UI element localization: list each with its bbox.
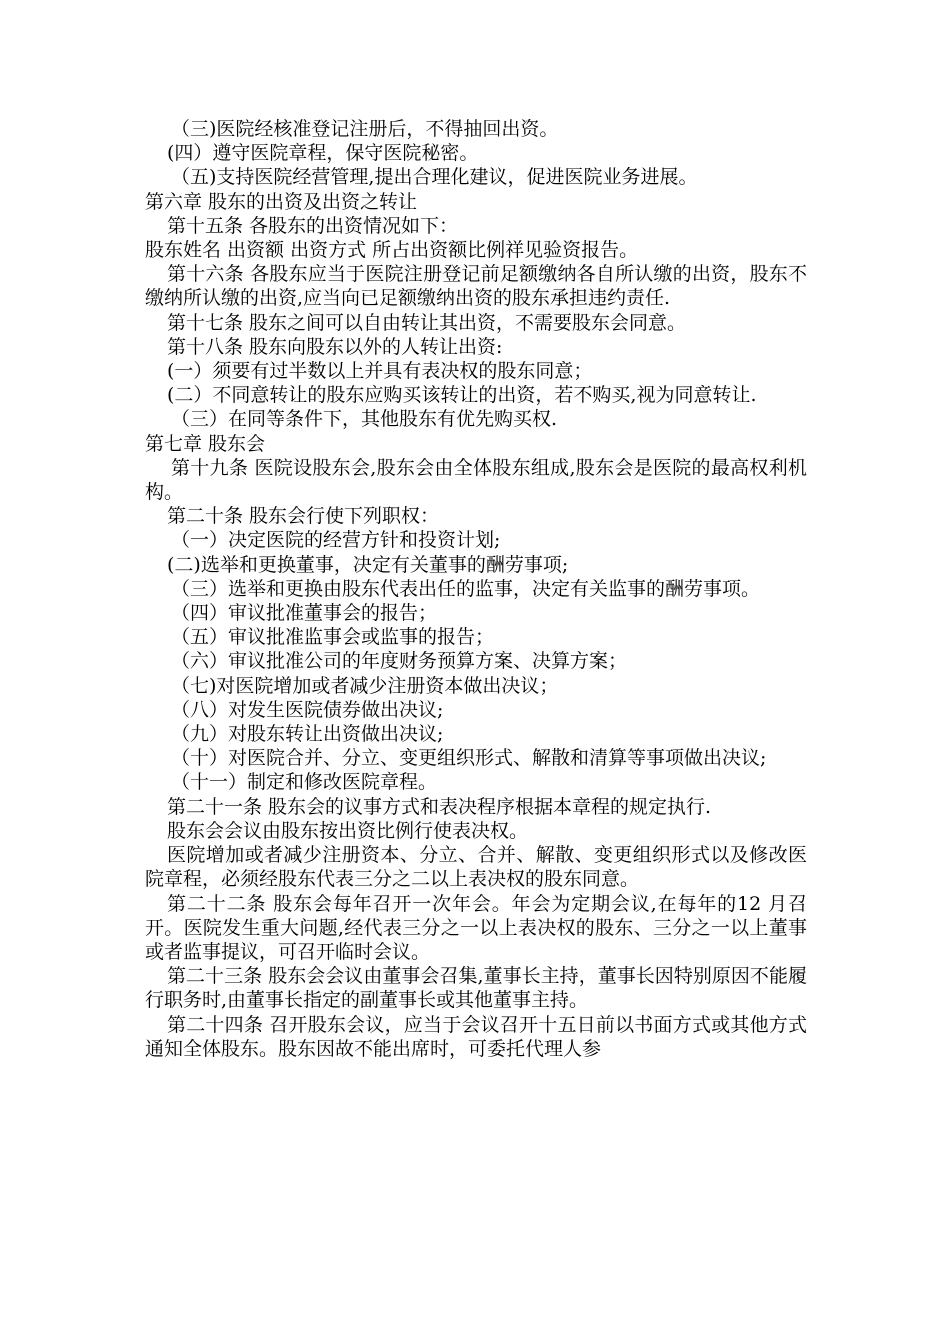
article-20: 第二十条 股东会行使下列职权： [167,505,440,528]
article-20-item-11: （十一）制定和修改医院章程。 [171,771,438,794]
paragraph-contribution-4: (四）遵守医院章程，保守医院秘密。 [167,142,479,165]
article-20-item-9: （九）对股东转让出资做出决议; [171,723,444,746]
article-21-supermajority: 医院增加或者减少注册资本、分立、合并、解散、变更组织形式以及修改医院章程，必须经股东代表三分之二以上表决权的股东同意。 [145,844,807,891]
article-20-item-2: (二)选举和更换董事，决定有关董事的酬劳事项; [167,553,569,576]
chapter-6-heading: 第六章 股东的出资及出资之转让 [145,190,418,213]
article-16: 第十六条 各股东应当于医院注册登记前足额缴纳各自所认缴的出资，股东不缴纳所认缴的出资,应当向已足额缴纳出资的股东承担违约责任. [145,263,807,310]
chapter-7-heading: 第七章 股东会 [145,432,266,455]
article-20-item-6: （六）审议批准公司的年度财务预算方案、决算方案； [171,650,628,673]
article-20-item-5: （五）审议批准监事会或监事的报告； [171,626,495,649]
article-20-item-1: （一）决定医院的经营方针和投资计划; [171,529,501,552]
document-body [145,117,807,1061]
article-24: 第二十四条 召开股东会议，应当于会议召开十五日前以书面方式或其他方式通知全体股东。股东因故不能出席时，可委托代理人参 [145,1013,807,1060]
article-19: 第十九条 医院设股东会,股东会由全体股东组成,股东会是医院的最高权利机构。 [145,456,807,504]
article-22: 第二十二条 股东会每年召开一次年会。年会为定期会议,在每年的12 月召开。医院发生重大问题,经代表三分之一以上表决权的股东、三分之一以上董事或者监事提议，可召开临时会议。 [145,892,807,963]
article-20-item-4: （四）审议批准董事会的报告； [171,602,438,625]
article-20-item-8: （八）对发生医院债券做出决议; [171,698,444,721]
paragraph-contribution-3: （三)医院经核准登记注册后，不得抽回出资。 [171,118,559,140]
article-21: 第二十一条 股东会的议事方式和表决程序根据本章程的规定执行. [167,795,712,818]
article-20-item-10: （十）对医院合并、分立、变更组织形式、解散和清算等事项做出决议; [171,747,767,770]
article-18: 第十八条 股东向股东以外的人转让出资: [167,335,503,358]
article-23: 第二十三条 股东会会议由董事会召集,董事长主持，董事长因特别原因不能履行职务时,由董事长指定的副董事长或其他董事主持。 [145,965,807,1012]
shareholder-table-header: 股东姓名 出资额 出资方式 所占出资额比例祥见验资报告。 [145,239,639,262]
article-18-item-1: (一）须要有过半数以上并具有表决权的股东同意； [167,360,593,383]
article-17: 第十七条 股东之间可以自由转让其出资，不需要股东会同意。 [167,311,687,334]
article-21-voting: 股东会会议由股东按出资比例行使表决权。 [167,819,529,842]
article-18-item-3: （三）在同等条件下，其他股东有优先购买权. [171,408,558,431]
article-20-item-3: （三）选举和更换由股东代表出任的监事，决定有关监事的酬劳事项。 [171,577,761,600]
article-15: 第十五条 各股东的出资情况如下： [167,214,459,237]
article-18-item-2: (二）不同意转让的股东应购买该转让的出资，若不购买,视为同意转让. [167,384,757,407]
paragraph-contribution-5: （五)支持医院经营管理,提出合理化建议，促进医院业务进展。 [171,166,698,189]
article-20-item-7: （七)对医院增加或者减少注册资本做出决议； [171,674,559,697]
